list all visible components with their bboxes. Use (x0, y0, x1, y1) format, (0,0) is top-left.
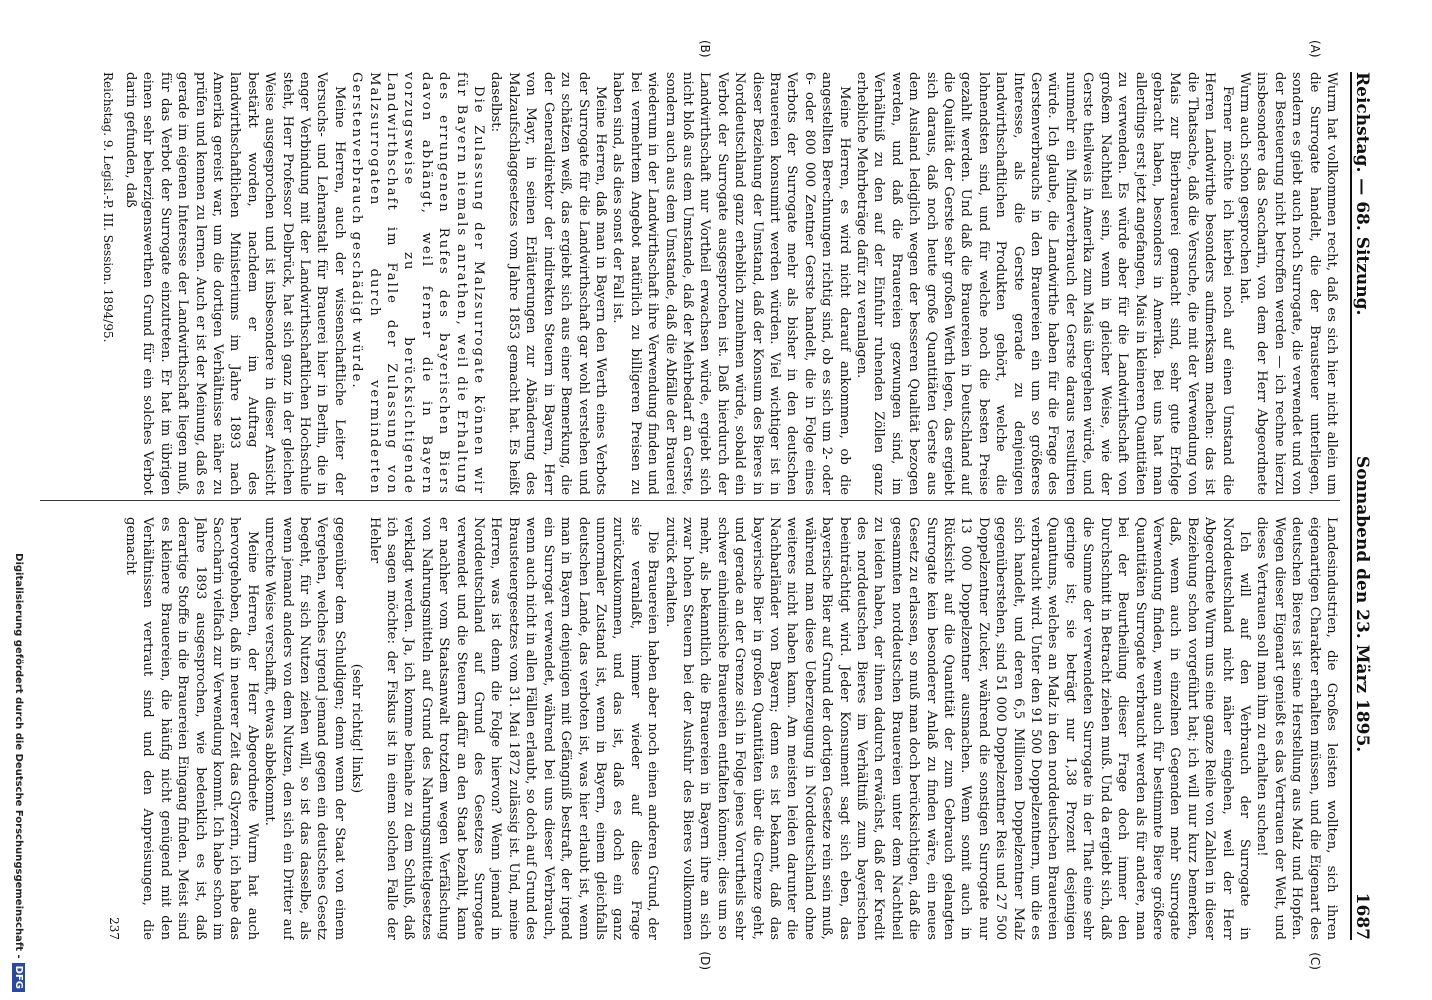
paragraph: Meine Herren, es wird nicht darauf ankommen, ob die angestellten Berechnungen richtig sind, ob es sich um 2- oder 6- oder 800 000 Zentner Gerste handelt, die in Folge eines Verbots der Surrogate mehr als bisher in den deutschen Brauereien konsumirt werden würden. Viel wichtiger ist in dieser Beziehung der Umstand, daß der Konsum des Bieres in Norddeutschland ganz erheblich zunehmen würde, sobald ein Verbot der Surrogate ausgesprochen ist. Daß hierdurch der Landwirthschaft nur Vortheil erwachsen würde, ergiebt sich nicht bloß aus dem Umstande, daß der Mehrbedarf an Gerste, sondern auch aus dem Umstande, daß die Abfälle der Brauerei wiederum in der Landwirthschaft ihre Verwendung finden und bei vermehrtem Angebot natürlich zu billigeren Preisen zu haben sind, als dies sonst der Fall ist. (610, 72, 852, 495)
paragraph: Wurm hat vollkommen recht, daß es sich hier nicht allein um die Surrogate handelt, die der Brausteuer unterliegen, sondern es giebt auch noch Surrogate, die verwendet und von der Besteuerung nicht betroffen werden — ich rechne hierzu insbesondere das Saccharin, von dem der Herr Abgeordnete Wurm auch schon gesprochen hat. (1236, 72, 1339, 495)
paragraph: Meine Herren, der Herr Abgeordnete Wurm hat auch hervorgehoben, daß in neuerer Zeit das Glyzerin, ich habe das Saccharin vielfach zur Verwendung kommt. Ich habe schon im Jahre 1893 ausgesprochen, wie bedenklich es ist, daß derartige Stoffe in die Brauereien Eingang finden. Meist sind es kleinere Brauereien, die häufig nicht genügend mit den Verhältnissen vertraut sind und den Anpreisungen, die gemacht (122, 517, 260, 940)
interjection: (sehr richtig! links) (349, 663, 365, 794)
paragraph: Ich will auf den Verbrauch der Surrogate in Norddeutschland nicht näher eingehen, weil der Herr Abgeordnete Wurm uns eine ganze Reihe von Zahlen in dieser Beziehung schon vorgeführt hat; ich will nur kurz bemerken, daß, wenn auch in einzelnen Gegenden mehr Surrogate Verwendung finden, wenn auch für bestimmte Biere größere Quantitäten Surrogate verbraucht werden als für andere, man bei der Beurtheilung dieser Frage doch immer den Durchschnitt in Betracht ziehen muß. Und da ergiebt sich, daß die Summe der verwendeten Surrogate in der That eine sehr geringe ist; sie beträgt nur 1,38 Prozent desjenigen Quantums, welches an Malz in den norddeutschen Brauereien verbraucht wird. Unter den 91 500 Doppelzentnern, um die es sich handelt, und deren 6,5 Millionen Doppelzentner Malz gegenüberstehen, sind 51 000 Doppelzentner Reis und 27 500 Doppelzentner Zucker, während die sonstigen Surrogate nur 13 000 Doppelzentner ausmachen. Wenn somit auch in Rücksicht auf die Quantität der zum Gebrauch gelangten Surrogate kein besonderer Anlaß zu finden wäre, ein neues Gesetz zu erlassen, so muß man doch berücksichtigen, daß die gesammten norddeutschen Brauereien unter dem Nachtheil zu leiden haben, der ihnen dadurch erwächst, daß der Kredit des norddeutschen Bieres im Verhältniß zum bayerischen beeinträchtigt wird. Jeder Konsument sagt sich eben, das bayerische Bier auf Grund der dortigen Gesetze rein sein muß, während man diese Ueberzeugung in Norddeutschland ohne weiteres nicht haben kann. Am meisten leiden darunter die Nachbarländer von Bayern; denn es ist bekannt, daß das bayerische Bier in großen Quantitäten über die Grenze geht, und gerade an der Grenze sich in Folge jenes Vorurtheils sehr schwer einheimische Brauereien entfalten können; dies um so mehr, als bekanntlich die Brauereien in Bayern ihre an sich zwar hohen Steuern bei der Ausfuhr des Bieres vollkommen zurück erhalten. (662, 517, 1252, 940)
paragraph: Die Brauereien haben aber noch einen anderen Grund, der sie veranlaßt, immer wieder auf diese Frage zurückzukommen, und das ist, daß es doch ein ganz unnormaler Zustand ist, wenn in Bayern, einem gleichfalls deutschen Lande, das verboten ist, was hier erlaubt ist, wenn man in Bayern denjenigen mit Gefängniß bestraft, der irgend ein Surrogat verwendet, während bei uns dieser Verbrauch, wenn auch nicht in allen Fällen erlaubt, so doch auf Grund des Brausteuergesetzes vom 31. Mai 1872 zulässig ist. Und, meine Herren, was ist denn die Folge hiervon? Wenn jemand in Norddeutschland auf Grund des Gesetzes Surrogate verwendet und die Steuern dafür an den Staat bezahlt, kann er nachher vom Staatsanwalt trotzdem wegen Verfälschung von Nahrungsmitteln auf Grund des Nahrungsmittelgesetzes verklagt werden. Ja, ich komme beinahe zu dem Schluß, daß ich sagen möchte: der Fiskus ist in einem solchen Falle der Hehler (366, 517, 661, 940)
sheet-signature: 237 (106, 917, 121, 940)
header-session: Reichstag. — 68. Sitzung. (1352, 72, 1372, 316)
volume-footer: Reichstag. 9. Legisl.-P. III. Session. 1894/95. (100, 72, 115, 343)
paragraph: Landesindustrien, die Großes leisten wollten, sich ihren eigenartigen Charakter erhalten müssen, und die Eigenart des deutschen Bieres ist seine Herstellung aus Malz und Hopfen. Wegen dieser Eigenart genießt es das Vertrauen der Welt, und dieses Vertrauen soll man ihm zu erhalten suchen! (1254, 517, 1339, 940)
margin-marker-b: (B) (698, 40, 712, 58)
quotation: Die Zulassung der Malzsurrogate können wir für Bayern niemals anrathen, weil die Erhaltung des errungenen Rufes des bayerischen Biers davon abhängt, weil ferner die in Bayern vorzugsweise zu berücksichtigende Landwirthschaft im Falle der Zulassung von Malzsurrogaten durch verminderten Gerstenverbrauch geschädigt würde. (349, 72, 487, 495)
margin-marker-c: (C) (1308, 952, 1322, 970)
margin-marker-d: (D) (698, 951, 712, 970)
credit-text: Digitalisierung gefördert durch die Deutsche Forschungsgemeinschaft - (13, 553, 24, 959)
margin-marker-a: (A) (1308, 40, 1322, 58)
paragraph: gegenüber dem Schuldigen; denn wenn der Staat von einem Vergehen, welches irgend jemand gegen ein deutsches Gesetz begeht, für sich Nutzen ziehen will, so ist das dasselbe, als wenn jemand anders von dem Nutzen, den sich ein Dritter auf unrechte Weise verschafft, etwas abbekommt. (262, 517, 347, 940)
paragraph: Meine Herren, auch der wissenschaftliche Leiter der Versuchs- und Lehranstalt für Brauerei hier in Berlin, die in enger Verbindung mit der Landwirthschaftlichen Hochschule steht, Herr Professor Delbrück, hat sich ganz in der gleichen Weise ausgesprochen und ist insbesondere in dieser Ansicht bestärkt worden, nachdem er im Auftrag des landwirthschaftlichen Ministeriums im Jahre 1893 nach Amerika gereist war, um die dortigen Verhältnisse näher zu prüfen und kennen zu lernen. Auch er ist der Meinung, daß es gerade im eigenen Interesse der Landwirthschaft liegen muß, für das Verbot der Surrogate einzutreten. Er hat im übrigen einen sehr beherzigenswerthen Grund für ein solches Verbot darin gefunden, daß (122, 72, 347, 495)
dfg-credit (12, 553, 25, 992)
paragraph: Meine Herren, daß man in Bayern den Werth eines Verbots der Surrogate für die Landwirthschaft gar wohl verstehen und zu schätzen weiß, das ergiebt sich aus einer Bemerkung, die der Generaldirektor der indirekten Steuern in Bayern, Herr von Mayr, in seinen Erläuterungen zur Abänderung des Malzaufschlaggesetzes vom Jahre 1853 gemacht hat. Es heißt daselbst: (488, 72, 608, 495)
paragraph: Ferner möchte ich hierbei noch auf einen Umstand die Herren Landwirthe besonders aufmerksam machen: das ist die Thatsache, daß die Versuche, die mit der Verwendung von Mais zur Bierbrauerei gemacht sind, sehr gute Erfolge gebracht haben, besonders in Amerika. Bei uns hat man allerdings erst jetzt angefangen, Mais in kleineren Quantitäten zu verwenden. Es würde aber für die Landwirthschaft von großem Nachtheil sein, wenn in gleicher Weise, wie der Gerste theilweis in Amerika zum Mais übergehen würde, und nunmehr ein Minderverbrauch der Gerste daraus resultiren würde. Ich glaube, die Landwirthe haben für die Frage des Gerstenverbrauchs in den Brauereien ein um so größeres Interesse, als die Gerste gerade zu denjenigen landwirthschaftlichen Produkten gehört, welche die lohnendsten sind, und für welche noch die besten Preise gezahlt werden. Und daß die Brauereien in Deutschland auf die Qualität der Gerste sehr großen Werth legen, das ergiebt sich daraus, daß noch heute große Quantitäten Gerste aus dem Ausland lediglich wegen der besseren Qualität bezogen werden, und daß die Brauereien gezwungen sind, im Verhältniß zu den auf der Einfuhr ruhenden Zöllen ganz erhebliche Mehrbeträge dafür zu veranlagen. (854, 72, 1235, 495)
page-body (40, 72, 1340, 940)
page-header (1350, 72, 1380, 940)
page-number: 1687 (1352, 892, 1372, 940)
header-date: Sonnabend den 23. März 1895. (1352, 455, 1372, 753)
right-column (40, 517, 1340, 940)
left-column (40, 72, 1340, 495)
dfg-logo: DFG (12, 963, 25, 992)
